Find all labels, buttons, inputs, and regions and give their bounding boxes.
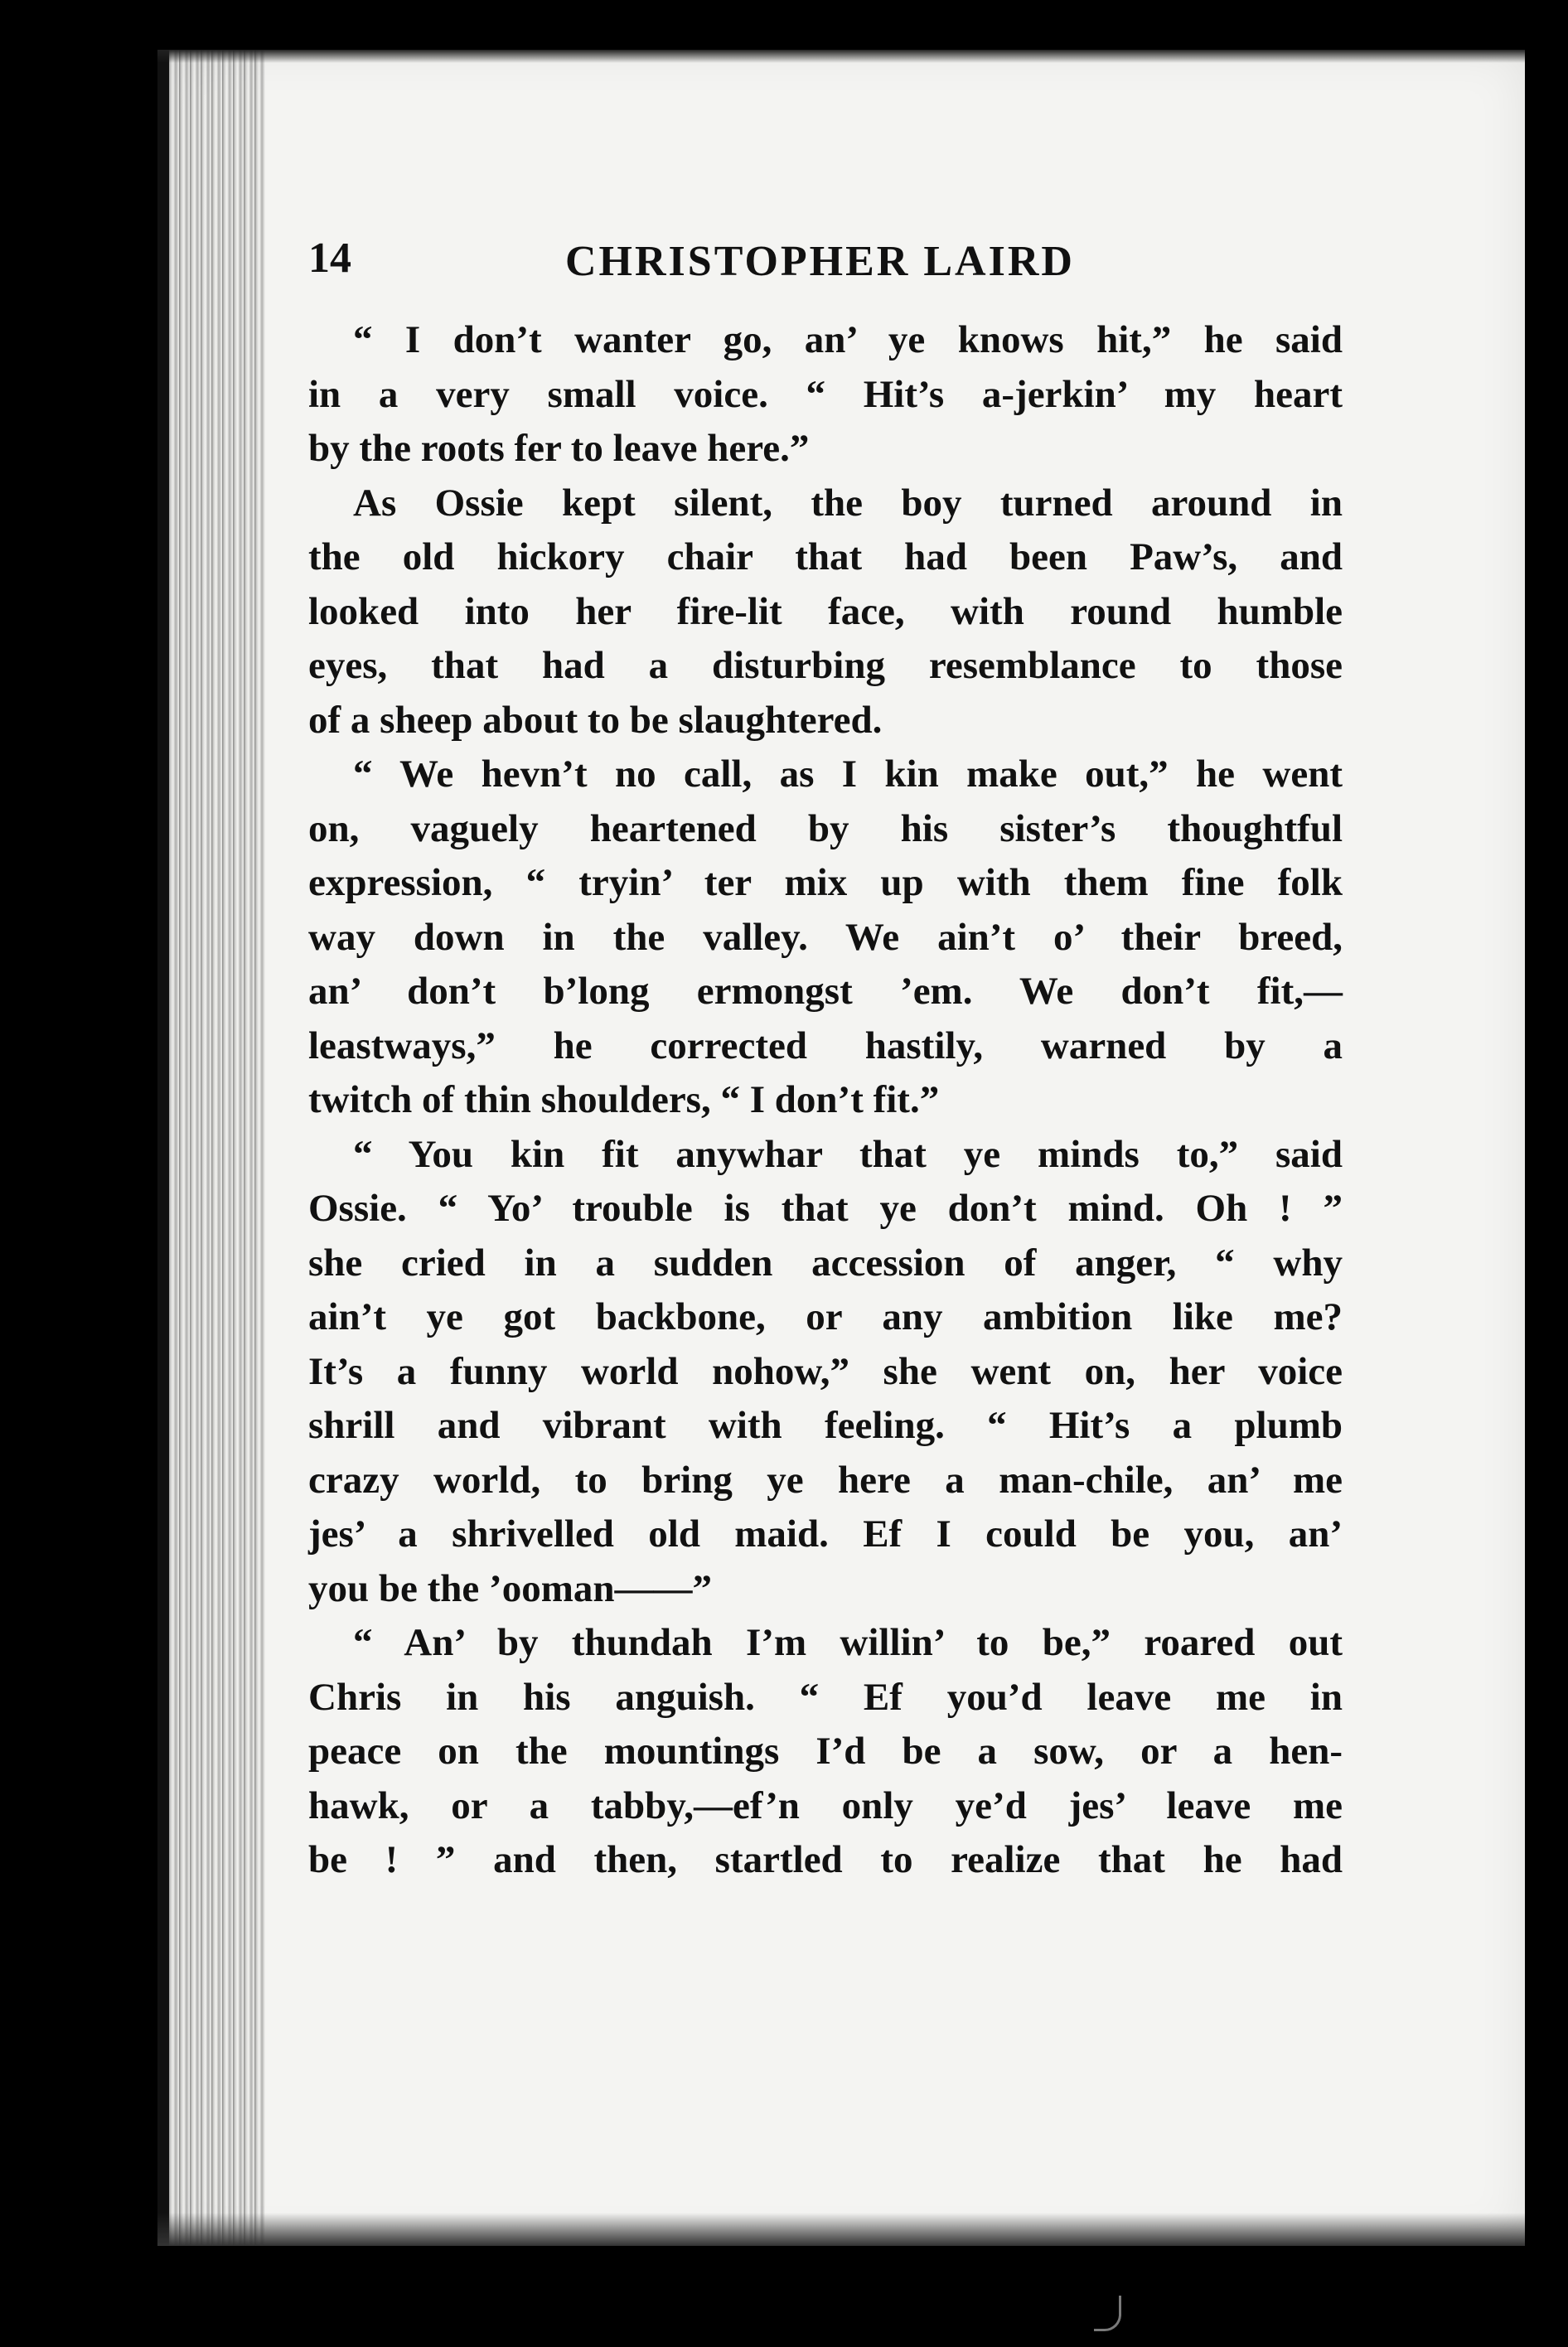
- text-line: way down in the valley. We ain’t o’ their breed,: [308, 915, 1343, 959]
- text-line: jes’ a shrivelled old maid. Ef I could be you, an’: [308, 1512, 1343, 1556]
- bottom-shadow: [157, 2213, 1525, 2246]
- text-line: As Ossie kept silent, the boy turned around in: [353, 481, 1343, 525]
- text-line: “ An’ by thundah I’m willin’ to be,” roared out: [353, 1621, 1343, 1664]
- text-line: It’s a funny world nohow,” she went on, her voice: [308, 1349, 1343, 1393]
- text-line: “ We hevn’t no call, as I kin make out,” he went: [353, 752, 1343, 796]
- book-binding: [157, 50, 265, 2246]
- text-line: on, vaguely heartened by his sister’s thoughtful: [308, 806, 1343, 850]
- text-line: “ You kin fit anywhar that ye minds to,” said: [353, 1132, 1343, 1176]
- text-line: hawk, or a tabby,—ef’n only ye’d jes’ leave me: [308, 1783, 1343, 1827]
- text-line: crazy world, to bring ye here a man-chile, an’ me: [308, 1458, 1343, 1502]
- text-line: you be the ’ooman——”: [308, 1566, 712, 1610]
- text-line: an’ don’t b’long ermongst ’em. We don’t fit,—: [308, 970, 1343, 1013]
- text-line: Chris in his anguish. “ Ef you’d leave me in: [308, 1675, 1343, 1719]
- text-line: twitch of thin shoulders, “ I don’t fit.”: [308, 1078, 940, 1121]
- text-line: leastways,” he corrected hastily, warned by a: [308, 1023, 1343, 1067]
- text-line: ain’t ye got backbone, or any ambition like me?: [308, 1295, 1343, 1338]
- text-line: of a sheep about to be slaughtered.: [308, 698, 883, 742]
- text-line: in a very small voice. “ Hit’s a-jerkin’ my heart: [308, 372, 1343, 416]
- top-shadow: [157, 50, 1525, 63]
- text-line: eyes, that had a disturbing resemblance to those: [308, 644, 1343, 687]
- binding-edge: [157, 50, 169, 2246]
- text-line: shrill and vibrant with feeling. “ Hit’s a plumb: [308, 1404, 1343, 1447]
- text-line: by the roots fer to leave here.”: [308, 427, 810, 470]
- text-line: looked into her fire-lit face, with round humble: [308, 589, 1343, 633]
- text-line: the old hickory chair that had been Paw’s, and: [308, 535, 1343, 578]
- body-text: [308, 313, 1343, 1888]
- scan-artifact: [1094, 2296, 1121, 2331]
- text-line: peace on the mountings I’d be a sow, or a hen-: [308, 1730, 1343, 1773]
- page-header: [308, 234, 1386, 292]
- text-line: “ I don’t wanter go, an’ ye knows hit,” he said: [353, 318, 1343, 361]
- running-head: CHRISTOPHER LAIRD: [565, 238, 1075, 285]
- text-line: she cried in a sudden accession of anger, “ why: [308, 1241, 1343, 1285]
- text-line: Ossie. “ Yo’ trouble is that ye don’t mind. Oh ! ”: [308, 1187, 1343, 1230]
- page-number: 14: [308, 235, 351, 282]
- text-line: be ! ” and then, startled to realize that he had: [308, 1838, 1343, 1881]
- text-line: expression, “ tryin’ ter mix up with them fine folk: [308, 861, 1343, 904]
